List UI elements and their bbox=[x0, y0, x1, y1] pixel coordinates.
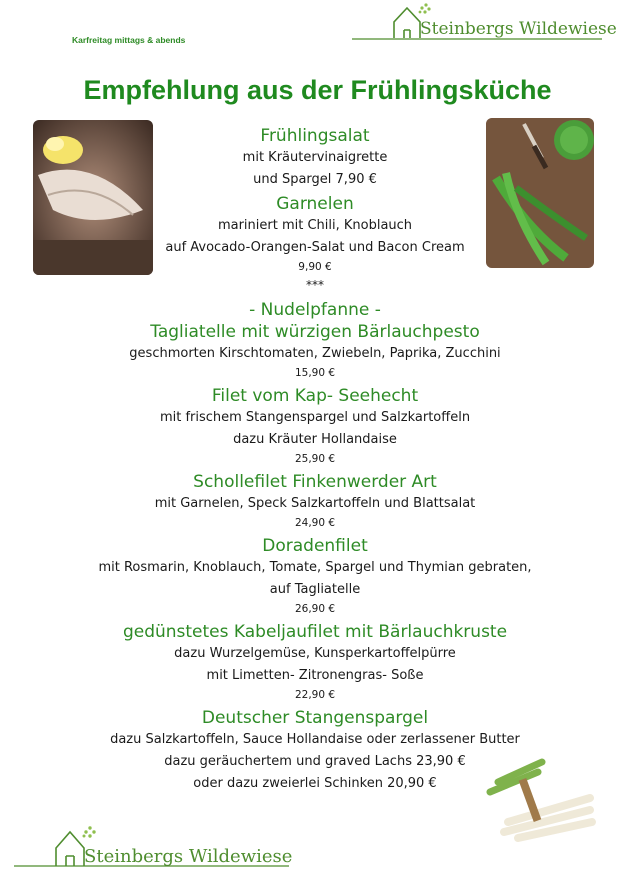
page-title: Empfehlung aus der Frühlingsküche bbox=[83, 75, 552, 105]
dish-name: Garnelen bbox=[276, 194, 354, 214]
dish-price: 22,90 € bbox=[294, 689, 336, 701]
dish-name: gedünstetes Kabeljaufilet mit Bärlauchkruste bbox=[122, 622, 508, 642]
dish-description: auf Tagliatelle bbox=[269, 582, 361, 597]
dish-description: auf Avocado-Orangen-Salat und Bacon Cream bbox=[165, 240, 465, 255]
house-icon bbox=[56, 832, 84, 866]
menu-item bbox=[60, 621, 570, 703]
menu-list bbox=[60, 125, 570, 795]
section-heading: - Nudelpfanne - bbox=[249, 300, 381, 320]
dish-description: mit frischem Stangenspargel und Salzkartoffeln bbox=[159, 410, 471, 425]
flower-icon bbox=[83, 826, 96, 837]
dish-description: und Spargel 7,90 € bbox=[253, 172, 377, 187]
dish-description: geschmorten Kirschtomaten, Zwiebeln, Paprika, Zucchini bbox=[129, 346, 501, 361]
dish-description: mit Garnelen, Speck Salzkartoffeln und Blattsalat bbox=[154, 496, 476, 511]
menu-item bbox=[60, 535, 570, 617]
menu-item bbox=[60, 193, 570, 275]
dish-name: Filet vom Kap- Seehecht bbox=[211, 386, 419, 406]
dish-description: mit Limetten- Zitronengras- Soße bbox=[206, 668, 424, 683]
dish-price: 15,90 € bbox=[294, 367, 336, 379]
dish-name: Tagliatelle mit würzigen Bärlauchpesto bbox=[150, 322, 480, 342]
dish-description: oder dazu zweierlei Schinken 20,90 € bbox=[193, 776, 437, 791]
house-icon bbox=[394, 8, 420, 38]
menu-item bbox=[60, 707, 570, 795]
dish-price: 9,90 € bbox=[298, 261, 332, 273]
menu-item bbox=[60, 385, 570, 467]
dish-price: 25,90 € bbox=[294, 453, 336, 465]
dish-description: mit Rosmarin, Knoblauch, Tomate, Spargel und Thymian gebraten, bbox=[98, 560, 532, 575]
svg-text:Steinbergs Wildewiese: Steinbergs Wildewiese bbox=[84, 846, 293, 867]
menu-item bbox=[60, 321, 570, 381]
svg-text:Steinbergs Wildewiese: Steinbergs Wildewiese bbox=[420, 19, 617, 39]
dish-description: mariniert mit Chili, Knoblauch bbox=[217, 218, 413, 233]
dish-price: 24,90 € bbox=[294, 517, 336, 529]
dish-name: Frühlingsalat bbox=[260, 126, 370, 146]
logo-bottom bbox=[14, 822, 304, 872]
date-note: Karfreitag mittags & abends bbox=[72, 35, 186, 45]
logo-top bbox=[352, 0, 622, 46]
dish-name: Schollefilet Finkenwerder Art bbox=[193, 472, 437, 492]
menu-item bbox=[60, 299, 570, 321]
dish-description: dazu Salzkartoffeln, Sauce Hollandaise oder zerlassener Butter bbox=[110, 732, 520, 747]
dish-price: 26,90 € bbox=[294, 603, 336, 615]
dish-description: dazu Kräuter Hollandaise bbox=[233, 432, 397, 447]
dish-description: dazu Wurzelgemüse, Kunsperkartoffelpürre bbox=[174, 646, 456, 661]
dish-description: mit Kräutervinaigrette bbox=[242, 150, 388, 165]
menu-item bbox=[60, 471, 570, 531]
dish-name: Deutscher Stangenspargel bbox=[201, 708, 429, 728]
separator: *** bbox=[306, 278, 324, 292]
menu-item bbox=[60, 125, 570, 191]
flower-icon bbox=[419, 3, 431, 13]
dish-name: Doradenfilet bbox=[262, 536, 368, 556]
dish-description: dazu geräuchertem und graved Lachs 23,90 € bbox=[164, 754, 466, 769]
